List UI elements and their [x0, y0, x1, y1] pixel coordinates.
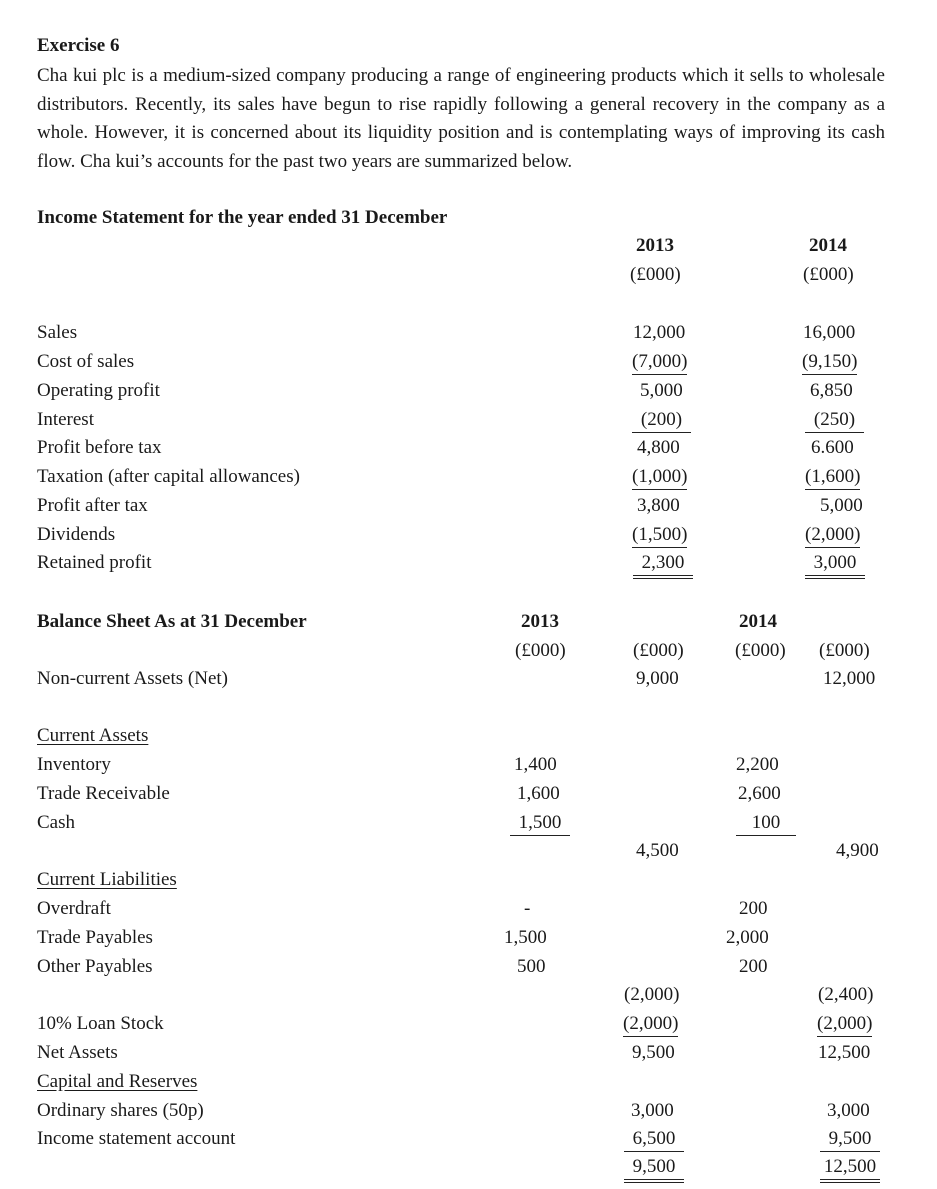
bs-value-2014: 2,000 — [726, 927, 769, 948]
is-row-label-dividends: Dividends — [37, 524, 116, 545]
is-unit-2013: (£000) — [630, 264, 681, 285]
is-value-2014: 6.600 — [811, 437, 854, 458]
bs-label-other-payables: Other Payables — [37, 956, 153, 977]
bs-value-2014: 100 — [736, 812, 796, 836]
bs-value-2013: 3,000 — [631, 1100, 674, 1121]
bs-unit: (£000) — [735, 640, 786, 661]
is-value-2013: 5,000 — [640, 380, 683, 401]
bs-current-assets-total-2013: 4,500 — [636, 840, 679, 861]
bs-value-2014: (2,000) — [817, 1013, 872, 1037]
bs-heading-current-assets: Current Assets — [37, 725, 149, 746]
bs-value-2014: 2,600 — [738, 783, 781, 804]
bs-unit: (£000) — [819, 640, 870, 661]
is-year-2013: 2013 — [636, 235, 674, 256]
bs-value-2013: 1,500 — [510, 812, 570, 836]
is-row-label-retained-profit: Retained profit — [37, 552, 152, 573]
bs-capital-total-2014: 12,500 — [820, 1156, 880, 1183]
bs-value-2014: 12,000 — [823, 668, 876, 689]
bs-label-net-assets: Net Assets — [37, 1042, 118, 1063]
bs-label-non-current-assets: Non-current Assets (Net) — [37, 668, 229, 689]
balance-sheet-title: Balance Sheet As at 31 December — [37, 611, 307, 632]
bs-year-2014: 2014 — [739, 611, 777, 632]
is-row-label-interest: Interest — [37, 409, 94, 430]
bs-value-2013: 1,600 — [517, 783, 560, 804]
is-value-2014: 6,850 — [810, 380, 853, 401]
is-row-label-profit-before-tax: Profit before tax — [37, 437, 162, 458]
is-value-2014: (250) — [805, 409, 864, 433]
is-row-label-profit-after-tax: Profit after tax — [37, 495, 148, 516]
bs-value-2014: 3,000 — [827, 1100, 870, 1121]
bs-heading-capital-reserves: Capital and Reserves — [37, 1071, 198, 1092]
is-value-2014: 5,000 — [820, 495, 863, 516]
is-value-2014: (9,150) — [802, 351, 857, 375]
bs-value-2014: 9,500 — [820, 1128, 880, 1152]
bs-value-2013: 9,500 — [632, 1042, 675, 1063]
is-value-2014: 3,000 — [805, 552, 865, 579]
bs-label-inventory: Inventory — [37, 754, 111, 775]
bs-unit: (£000) — [633, 640, 684, 661]
exercise-title: Exercise 6 — [37, 35, 120, 56]
bs-value-2013: 6,500 — [624, 1128, 684, 1152]
is-row-label-cost-of-sales: Cost of sales — [37, 351, 135, 372]
is-value-2014: (1,600) — [805, 466, 860, 490]
is-value-2013: (200) — [632, 409, 691, 433]
is-value-2013: 4,800 — [637, 437, 680, 458]
bs-label-loan-stock: 10% Loan Stock — [37, 1013, 164, 1034]
bs-value-2013: - — [524, 898, 531, 919]
is-unit-2014: (£000) — [803, 264, 854, 285]
bs-current-liabilities-total-2013: (2,000) — [624, 984, 680, 1005]
is-value-2013: 2,300 — [633, 552, 693, 579]
bs-value-2014: 2,200 — [736, 754, 779, 775]
bs-label-ordinary-shares: Ordinary shares (50p) — [37, 1100, 204, 1121]
is-row-label-sales: Sales — [37, 322, 78, 343]
bs-capital-total-2013: 9,500 — [624, 1156, 684, 1183]
is-year-2014: 2014 — [809, 235, 847, 256]
bs-label-overdraft: Overdraft — [37, 898, 111, 919]
is-value-2013: (1,500) — [632, 524, 687, 548]
bs-value-2014: 200 — [739, 956, 768, 977]
bs-label-trade-receivable: Trade Receivable — [37, 783, 170, 804]
bs-current-assets-total-2014: 4,900 — [836, 840, 879, 861]
bs-current-liabilities-total-2014: (2,400) — [818, 984, 874, 1005]
is-value-2013: 3,800 — [637, 495, 680, 516]
is-value-2013: 12,000 — [633, 322, 686, 343]
is-value-2014: (2,000) — [805, 524, 860, 548]
exercise-intro: Cha kui plc is a medium-sized company producing a range of engineering products which it sells to wholesale distributors. Recently, its sales have begun to rise rapidly following a general recovery in the company as a whole. However, it is concerned about its liquidity position and is contemplating ways of improving its cash flow. Cha kui’s accounts for the past two years are summarized below. — [37, 65, 885, 172]
bs-label-trade-payables: Trade Payables — [37, 927, 153, 948]
bs-value-2013: (2,000) — [623, 1013, 678, 1037]
is-row-label-taxation: Taxation (after capital allowances) — [37, 466, 300, 487]
bs-value-2014: 200 — [739, 898, 768, 919]
is-value-2013: (1,000) — [632, 466, 687, 490]
bs-value-2013: 500 — [517, 956, 546, 977]
is-value-2013: (7,000) — [632, 351, 687, 375]
is-value-2014: 16,000 — [803, 322, 856, 343]
bs-label-cash: Cash — [37, 812, 75, 833]
bs-value-2013: 9,000 — [636, 668, 679, 689]
bs-heading-current-liabilities: Current Liabilities — [37, 869, 177, 890]
bs-value-2014: 12,500 — [818, 1042, 871, 1063]
bs-value-2013: 1,500 — [504, 927, 547, 948]
bs-unit: (£000) — [515, 640, 566, 661]
bs-year-2013: 2013 — [521, 611, 559, 632]
bs-value-2013: 1,400 — [514, 754, 557, 775]
is-row-label-operating-profit: Operating profit — [37, 380, 160, 401]
income-statement-title: Income Statement for the year ended 31 December — [37, 207, 448, 228]
bs-label-income-statement-account: Income statement account — [37, 1128, 236, 1149]
